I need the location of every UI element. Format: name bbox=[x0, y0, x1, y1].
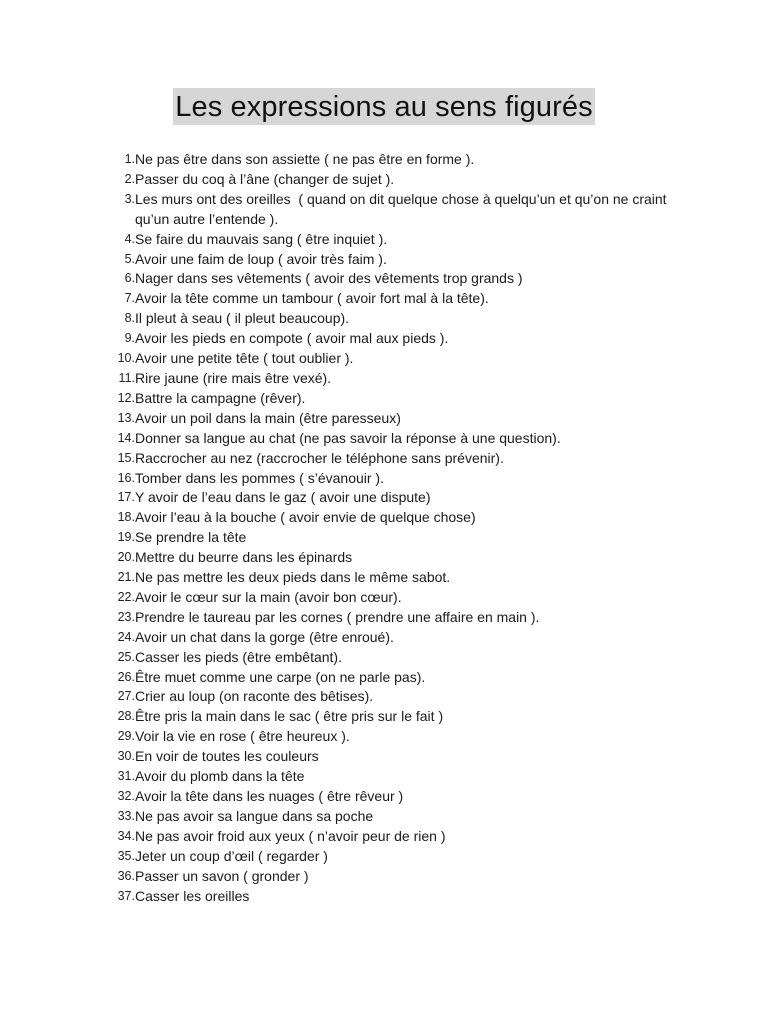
list-item bbox=[100, 190, 700, 230]
list-item-number bbox=[100, 190, 135, 210]
list-item-number bbox=[100, 767, 135, 787]
list-item-number-text: 3. bbox=[124, 191, 135, 206]
list-item-number-text: 7. bbox=[124, 291, 135, 306]
list-item-number-text: 32. bbox=[117, 789, 135, 803]
list-item bbox=[100, 369, 700, 389]
list-item bbox=[100, 568, 700, 588]
list-item-number bbox=[100, 449, 135, 469]
list-item-text: Donner sa langue au chat (ne pas savoir la réponse à une question). bbox=[135, 429, 561, 446]
list-item-text: Se prendre la tête bbox=[135, 529, 247, 546]
list-item bbox=[100, 807, 700, 827]
list-item-number-text: 6. bbox=[124, 271, 135, 286]
list-item-text: Être pris la main dans le sac ( être pris sur le fait ) bbox=[135, 708, 444, 725]
list-item-text: Passer un savon ( gronder ) bbox=[135, 867, 309, 884]
list-item-text: Avoir un poil dans la main (être paresseux) bbox=[135, 409, 401, 426]
list-item bbox=[100, 668, 700, 688]
list-item-text: Crier au loup (on raconte des bêtises). bbox=[135, 688, 374, 705]
list-item bbox=[100, 648, 700, 668]
list-item-number bbox=[100, 488, 135, 508]
list-item bbox=[100, 329, 700, 349]
list-item-number bbox=[100, 867, 135, 887]
list-item bbox=[100, 389, 700, 409]
list-item-text: Avoir la tête comme un tambour ( avoir fort mal à la tête). bbox=[135, 290, 489, 307]
list-item-text: Avoir du plomb dans la tête bbox=[135, 768, 305, 785]
list-item bbox=[100, 508, 700, 528]
list-item bbox=[100, 707, 700, 727]
expressions-list bbox=[100, 150, 700, 906]
list-item-number bbox=[100, 747, 135, 767]
list-item-number-text: 1. bbox=[124, 152, 135, 166]
list-item-number bbox=[100, 687, 135, 707]
list-item-text: Se faire du mauvais sang ( être inquiet ). bbox=[135, 230, 388, 247]
list-item-text: Raccrocher au nez (raccrocher le téléphone sans prévenir). bbox=[135, 449, 504, 466]
list-item-number bbox=[100, 250, 135, 270]
list-item-number bbox=[100, 429, 135, 449]
list-item-number bbox=[100, 389, 135, 409]
list-item-number bbox=[100, 309, 135, 329]
list-item-number-text: 34. bbox=[117, 828, 135, 843]
list-item bbox=[100, 429, 700, 449]
list-item-number-text: 25. bbox=[117, 649, 135, 664]
list-item-number bbox=[100, 588, 135, 608]
list-item-number bbox=[100, 608, 135, 628]
list-item-number bbox=[100, 568, 135, 588]
list-item-number-text: 33. bbox=[117, 808, 135, 823]
list-item-number bbox=[100, 548, 135, 568]
list-item-text: Avoir le cœur sur la main (avoir bon cœur). bbox=[135, 588, 402, 605]
list-item-number-text: 24. bbox=[117, 629, 135, 644]
list-item bbox=[100, 767, 700, 787]
list-item-text: Jeter un coup d’œil ( regarder ) bbox=[135, 847, 328, 864]
list-item-text: Avoir la tête dans les nuages ( être rêveur ) bbox=[135, 788, 404, 804]
list-item-number-text: 16. bbox=[117, 470, 135, 485]
list-item-text: Avoir un chat dans la gorge (être enroué). bbox=[135, 628, 394, 645]
list-item-number-text: 30. bbox=[117, 749, 135, 764]
list-item-number bbox=[100, 707, 135, 727]
list-item-text: Nager dans ses vêtements ( avoir des vêtements trop grands ) bbox=[135, 270, 523, 287]
list-item-text: Ne pas avoir froid aux yeux ( n’avoir peur de rien ) bbox=[135, 827, 446, 844]
list-item-text: Voir la vie en rose ( être heureux ). bbox=[135, 728, 350, 745]
list-item-text: Être muet comme une carpe (on ne parle pas). bbox=[135, 668, 426, 685]
list-item-number bbox=[100, 887, 135, 907]
list-item bbox=[100, 847, 700, 867]
list-item-number-text: 36. bbox=[117, 868, 135, 883]
list-item-number bbox=[100, 409, 135, 429]
list-item-number bbox=[100, 807, 135, 827]
list-item-number-text: 26. bbox=[117, 669, 135, 684]
list-item-text: Prendre le taureau par les cornes ( prendre une affaire en main ). bbox=[135, 608, 540, 625]
list-item bbox=[100, 309, 700, 329]
list-item-number-text: 21. bbox=[117, 570, 135, 585]
list-item-text: Mettre du beurre dans les épinards bbox=[135, 549, 353, 566]
list-item bbox=[100, 608, 700, 628]
list-item-text: Tomber dans les pommes ( s’évanouir ). bbox=[135, 469, 384, 486]
list-item bbox=[100, 269, 700, 289]
list-item-text: Casser les pieds (être embêtant). bbox=[135, 648, 342, 665]
list-item-number-text: 17. bbox=[117, 490, 135, 505]
list-item-number bbox=[100, 469, 135, 489]
list-item bbox=[100, 488, 700, 508]
list-item-number bbox=[100, 827, 135, 847]
list-item-number-text: 31. bbox=[117, 769, 135, 784]
list-item bbox=[100, 170, 700, 190]
list-item-number-text: 14. bbox=[117, 430, 135, 445]
list-item-number bbox=[100, 668, 135, 688]
list-item-number-text: 37. bbox=[117, 888, 135, 903]
title-container bbox=[0, 88, 768, 125]
list-item-number bbox=[100, 329, 135, 349]
list-item-text: Avoir les pieds en compote ( avoir mal aux pieds ). bbox=[135, 330, 449, 347]
list-item bbox=[100, 727, 700, 747]
list-item-text: Ne pas être dans son assiette ( ne pas être en forme ). bbox=[135, 151, 475, 167]
list-item-number-text: 4. bbox=[124, 231, 135, 246]
list-item bbox=[100, 528, 700, 548]
list-item-text: Casser les oreilles bbox=[135, 887, 250, 904]
list-item-number-text: 29. bbox=[117, 729, 135, 744]
list-item-text: Les murs ont des oreilles ( quand on dit quelque chose à quelqu’un et qu’on ne craint qu’un autre l’entende ). bbox=[135, 190, 671, 227]
list-item bbox=[100, 747, 700, 767]
list-item-number-text: 15. bbox=[117, 450, 135, 465]
list-item-number bbox=[100, 528, 135, 548]
list-item bbox=[100, 469, 700, 489]
list-item-number bbox=[100, 230, 135, 250]
list-item bbox=[100, 409, 700, 429]
list-item-number bbox=[100, 727, 135, 747]
list-item-number bbox=[100, 369, 135, 389]
list-item bbox=[100, 588, 700, 608]
list-item-text: Ne pas avoir sa langue dans sa poche bbox=[135, 807, 374, 824]
list-item-number-text: 2. bbox=[124, 171, 135, 186]
list-item-text: Passer du coq à l’âne (changer de sujet ). bbox=[135, 170, 395, 187]
list-item bbox=[100, 150, 700, 170]
list-item-text: Avoir une petite tête ( tout oublier ). bbox=[135, 350, 354, 367]
list-item-number bbox=[100, 648, 135, 668]
list-item-number bbox=[100, 150, 135, 170]
list-item-text: Rire jaune (rire mais être vexé). bbox=[135, 369, 332, 386]
list-item-text: Il pleut à seau ( il pleut beaucoup). bbox=[135, 310, 350, 327]
list-item bbox=[100, 230, 700, 250]
list-item bbox=[100, 787, 700, 807]
list-item-text: Battre la campagne (rêver). bbox=[135, 389, 306, 406]
list-item-number bbox=[100, 170, 135, 190]
list-item-number-text: 13. bbox=[117, 410, 135, 425]
list-item bbox=[100, 827, 700, 847]
list-item-number-text: 35. bbox=[117, 848, 135, 863]
list-item-number bbox=[100, 787, 135, 807]
list-item-number-text: 22. bbox=[117, 589, 135, 604]
list-item-number bbox=[100, 349, 135, 369]
list-item-number-text: 10. bbox=[117, 351, 135, 366]
list-item-number-text: 27. bbox=[117, 689, 135, 704]
list-item-number-text: 8. bbox=[124, 311, 135, 326]
list-item bbox=[100, 449, 700, 469]
list-item bbox=[100, 867, 700, 887]
list-item-number-text: 18. bbox=[117, 510, 135, 525]
list-item-text: Y avoir de l’eau dans le gaz ( avoir une dispute) bbox=[135, 489, 431, 506]
list-item-number bbox=[100, 847, 135, 867]
list-item-number-text: 5. bbox=[124, 251, 135, 266]
list-item bbox=[100, 628, 700, 648]
list-item-text: En voir de toutes les couleurs bbox=[135, 748, 319, 765]
list-item-number-text: 20. bbox=[117, 550, 135, 565]
list-item bbox=[100, 289, 700, 309]
list-item-number bbox=[100, 628, 135, 648]
list-item-number bbox=[100, 269, 135, 289]
list-item-number-text: 28. bbox=[117, 709, 135, 724]
list-item-number bbox=[100, 289, 135, 309]
list-item-number-text: 12. bbox=[117, 390, 135, 405]
list-item-number-text: 9. bbox=[124, 331, 135, 346]
list-item bbox=[100, 250, 700, 270]
list-item-text: Avoir l’eau à la bouche ( avoir envie de quelque chose) bbox=[135, 509, 476, 526]
list-item-text: Ne pas mettre les deux pieds dans le même sabot. bbox=[135, 569, 451, 586]
list-item bbox=[100, 687, 700, 707]
list-item-number-text: 23. bbox=[117, 609, 135, 624]
list-item-number-text: 19. bbox=[117, 530, 135, 545]
page-title: Les expressions au sens figurés bbox=[173, 88, 594, 125]
list-item bbox=[100, 887, 700, 907]
list-item bbox=[100, 349, 700, 369]
list-item-number bbox=[100, 508, 135, 528]
list-item-text: Avoir une faim de loup ( avoir très faim ). bbox=[135, 250, 387, 267]
list-item-number-text: 11. bbox=[118, 370, 135, 385]
list-item bbox=[100, 548, 700, 568]
